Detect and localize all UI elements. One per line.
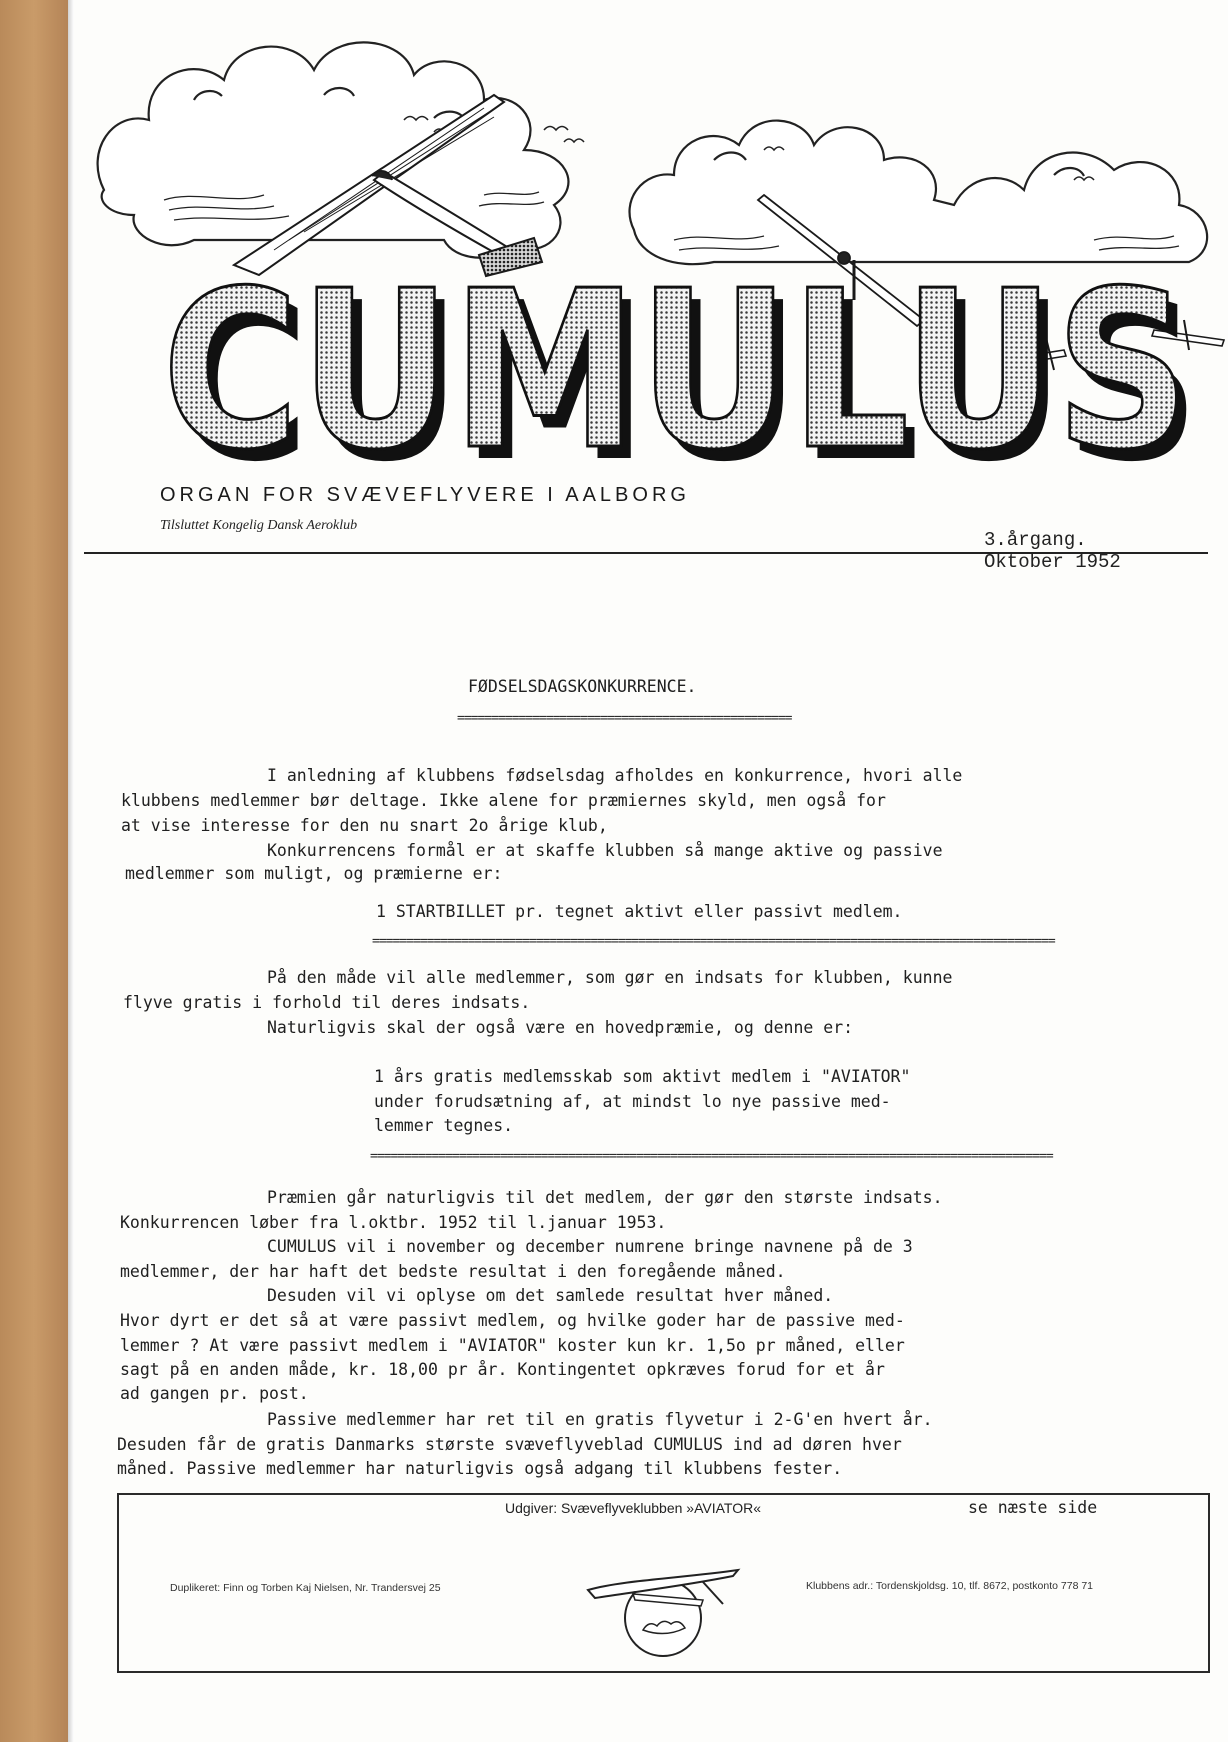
masthead-illustration [74, 0, 1228, 470]
body-line: klubbens medlemmer bør deltage. Ikke alene for præmiernes skyld, men også for [121, 791, 886, 810]
issue-info [984, 529, 1121, 573]
masthead-title: CUMULUS [162, 245, 1190, 470]
title-shadow: CUMULUS [172, 257, 1200, 470]
body-line: Desuden får de gratis Danmarks største svæveflyveblad CUMULUS ind ad døren hver [117, 1435, 902, 1454]
body-line: På den måde vil alle medlemmer, som gør en indsats for klubben, kunne [267, 968, 953, 987]
main-prize-underline: ==================================================================================================== [370, 1150, 1053, 1164]
body-line: medlemmer som muligt, og præmierne er: [125, 864, 503, 883]
article-headline: FØDSELSDAGSKONKURRENCE. [468, 677, 697, 696]
body-line: medlemmer, der har haft det bedste resultat i den foregående måned. [120, 1262, 786, 1281]
affiliation-line: Tilsluttet Kongelig Dansk Aeroklub [160, 518, 358, 533]
body-line: at vise interesse for den nu snart 2o årige klub, [121, 816, 608, 835]
volume-label: 3.årgang. [984, 529, 1087, 551]
prize-line: 1 STARTBILLET pr. tegnet aktivt eller passivt medlem. [376, 902, 903, 921]
body-line: CUMULUS vil i november og december numrene bringe navnene på de 3 [267, 1237, 913, 1256]
body-line: Passive medlemmer har ret til en gratis flyvetur i 2-G'en hvert år. [267, 1410, 933, 1429]
body-line: sagt på en anden måde, kr. 18,00 pr år. Kontingentet opkræves forud for et år [120, 1360, 885, 1379]
backing-board [0, 0, 68, 1742]
organ-subtitle: ORGAN FOR SVÆVEFLYVERE I AALBORG [160, 484, 690, 506]
body-line: måned. Passive medlemmer har naturligvis også adgang til klubbens fester. [117, 1459, 843, 1478]
body-line: Desuden vil vi oplyse om det samlede resultat hver måned. [267, 1286, 834, 1305]
printer-credit: Duplikeret: Finn og Torben Kaj Nielsen, Nr. Trandersvej 25 [170, 1582, 441, 1594]
body-line: Præmien går naturligvis til det medlem, der gør den største indsats. [267, 1188, 943, 1207]
masthead [74, 0, 1228, 560]
aviator-logo-icon [583, 1560, 743, 1660]
main-prize-line: under forudsætning af, at mindst lo nye passive med- [374, 1092, 891, 1111]
body-line: Hvor dyrt er det så at være passivt medlem, og hvilke goder har de passive med- [120, 1311, 905, 1330]
body-line: Naturligvis skal der også være en hovedpræmie, og denne er: [267, 1018, 854, 1037]
body-line: lemmer ? At være passivt medlem i "AVIATOR" koster kun kr. 1,5o pr måned, eller [120, 1336, 905, 1355]
see-next-page: se næste side [968, 1498, 1098, 1517]
body-line: flyve gratis i forhold til deres indsats. [123, 993, 531, 1012]
body-line: ad gangen pr. post. [120, 1384, 309, 1403]
prize-underline: ==================================================================================================== [372, 935, 1055, 949]
body-line: Konkurrencen løber fra l.oktbr. 1952 til l.januar 1953. [120, 1213, 667, 1232]
cloud-right-icon [630, 121, 1208, 265]
headline-underline: ================================================= [457, 712, 792, 726]
main-prize-line: 1 års gratis medlemsskab som aktivt medlem i "AVIATOR" [374, 1067, 911, 1086]
body-line: I anledning af klubbens fødselsdag afholdes en konkurrence, hvori alle [267, 766, 963, 785]
body-line: Konkurrencens formål er at skaffe klubben så mange aktive og passive [267, 841, 943, 860]
main-prize-line: lemmer tegnes. [374, 1116, 514, 1135]
issue-date: Oktober 1952 [984, 551, 1121, 573]
club-address: Klubbens adr.: Tordenskjoldsg. 10, tlf. 8672, postkonto 778 71 [806, 1580, 1094, 1592]
publisher-line: Udgiver: Svæveflyveklubben »AVIATOR« [505, 1500, 762, 1516]
cloud-left-icon [98, 42, 569, 257]
